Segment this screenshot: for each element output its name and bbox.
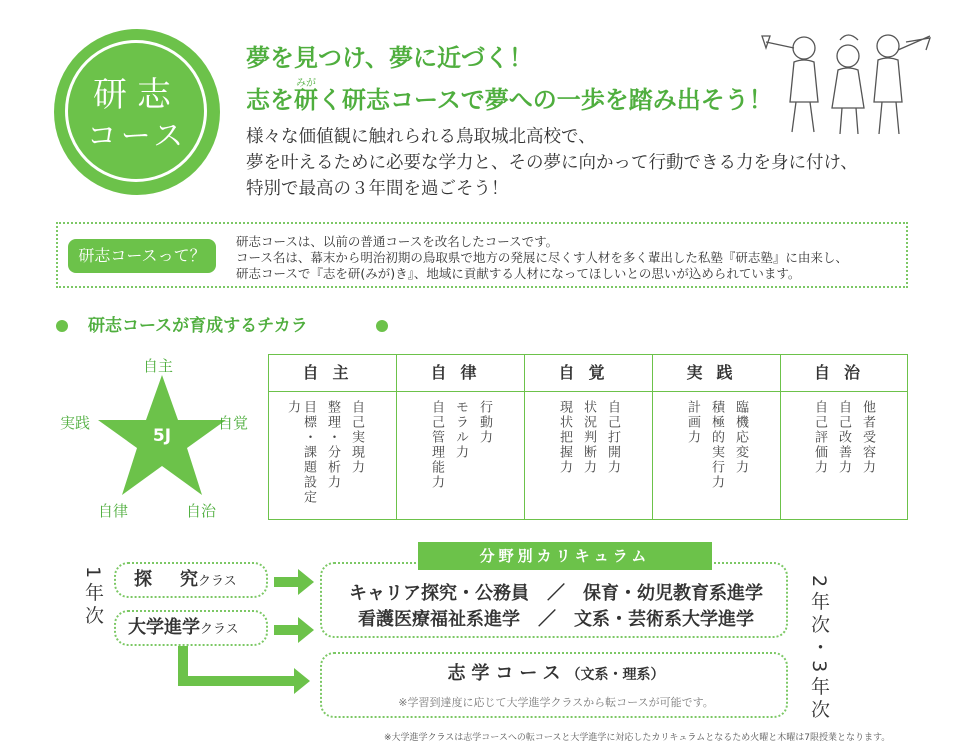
table-cell: 計画力 [685,400,700,445]
info-line-1: 研志コースは、以前の普通コースを改名したコースです。 [236,234,559,249]
table-column-head: 自治 [781,355,907,392]
logo-subtitle: コース [86,119,188,154]
table-column [269,355,397,519]
ability-table [268,354,908,520]
bullet-dot-right [376,320,388,332]
table-cell: 他者受容力 [860,400,875,475]
star-label-top: 自主 [143,357,174,375]
table-cell: 自己改善力 [836,400,851,475]
table-column-head: 自覚 [525,355,652,392]
star-label-left: 実践 [60,414,91,432]
year1-label: 1年次 [82,566,104,629]
table-cell: 自己実現力 [349,400,364,475]
arrow-elbow [170,646,320,696]
logo-title: 研志 [93,75,181,115]
table-column-head: 自主 [269,355,396,392]
table-cell: 状況判断力 [581,400,596,475]
headline-ruby: みが [296,78,316,89]
table-cell: 整理・分析力 [325,400,340,490]
table-column [653,355,781,519]
curriculum-line-1: キャリア探究・公務員 ／ 保育・幼児教育系進学 [349,583,763,604]
table-column [397,355,525,519]
table-cell: 自己打開力 [605,400,620,475]
star-center-label: 5J [152,426,172,446]
table-column [781,355,907,519]
university-class-label: 大学進学クラス [128,617,239,638]
year23-label: 2年次・3年次 [808,575,830,723]
table-column [525,355,653,519]
shigaku-course-title: 志学コース（文系・理系） [447,663,665,684]
headline-2: 志を研く研志コースで夢への一歩を踏み出そう！ [246,86,773,114]
table-cell: 行動力 [477,400,492,445]
star-label-bottom-left: 自律 [98,502,129,520]
inquiry-class-label: 探 究クラス [134,569,237,590]
table-cell: 自己評価力 [812,400,827,475]
intro-line-2: 夢を叶えるために必要な学力と、その夢に向かって行動できる力を身に付け、 [246,153,858,173]
info-line-2: コース名は、幕末から明治初期の鳥取県で地方の発展に尽くす人材を多く輩出した私塾『研志塾』に由来し、 [236,250,848,265]
star-label-bottom-right: 自治 [186,502,217,520]
table-cell: 臨機応変力 [733,400,748,475]
footnote: ※大学進学クラスは志学コースへの転コースと大学進学に対応したカリキュラムとなるため火曜と木曜は7限授業となります。 [384,733,891,743]
table-cell: モラル力 [453,400,468,460]
info-line-3: 研志コースで『志を研(みが)き』、地域に貢献する人材になってほしいとの思いが込められています。 [236,266,801,281]
intro-line-3: 特別で最高の３年間を過ごそう！ [246,179,509,199]
students-illustration [756,20,936,140]
table-cell: 積極的実行力 [709,400,724,490]
bullet-dot-left [56,320,68,332]
curriculum-tab: 分野別カリキュラム [418,542,712,570]
intro-line-1: 様々な価値観に触れられる鳥取城北高校で、 [246,127,596,147]
headline-1: 夢を見つけ、夢に近づく！ [246,44,534,72]
curriculum-line-2: 看護医療福祉系進学 ／ 文系・芸術系大学進学 [358,609,754,630]
star-label-right: 自覚 [218,414,249,432]
table-cell: 目標・課題設定力 [285,400,316,505]
shigaku-course-note: ※学習到達度に応じて大学進学クラスから転コースが可能です。 [398,696,714,709]
what-is-course-badge: 研志コースって？ [68,239,216,273]
table-cell: 現状把握力 [557,400,572,475]
table-column-head: 自律 [397,355,524,392]
table-cell: 自己管理能力 [429,400,444,490]
section-title: 研志コースが育成するチカラ [88,316,308,336]
table-column-head: 実践 [653,355,780,392]
